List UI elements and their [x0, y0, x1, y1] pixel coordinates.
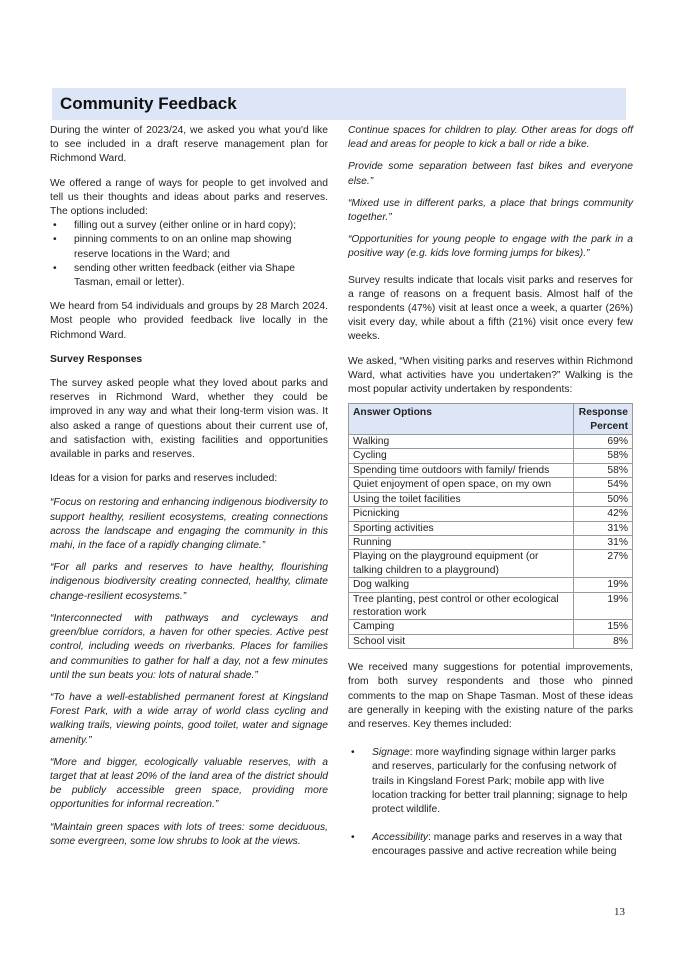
percent-cell: 27% [574, 550, 633, 578]
answer-cell: School visit [349, 634, 574, 648]
list-item: • pinning comments to on an online map showing reserve locations in the Ward; and [50, 233, 328, 261]
page-number: 13 [614, 906, 625, 918]
survey-heading: Survey Responses [50, 353, 143, 365]
vision-quote: “Interconnected with pathways and cycleways and green/blue corridors, a haven for other species. Active pest control, including weeds on riverbanks. Places for families and communities to gather for half a day, not a few minutes until the sun beats you: lots of natural shade.” [50, 612, 328, 681]
theme-text: : more wayfinding signage within larger parks and reserves, particularly for the confusing network of trails in Kingsland Forest Park; mobile app with live location tracking for better trail planning; signage to help protect wildlife. [372, 747, 628, 815]
themes-list [348, 746, 633, 859]
theme-label: Signage [372, 747, 410, 759]
answer-cell: Quiet enjoyment of open space, on my own [349, 478, 574, 492]
percent-cell: 15% [574, 620, 633, 634]
theme-label: Accessibility [372, 832, 429, 844]
vision-quote: “Focus on restoring and enhancing indigenous biodiversity to support healthy, resilient ecosystems, creating connections across the landscape and engaging the community in this mahi, in the face of a rapidly changing climate.” [50, 497, 328, 552]
percent-cell: 19% [574, 592, 633, 620]
answer-cell: Dog walking [349, 578, 574, 592]
table-row [349, 521, 633, 535]
vision-quote: Provide some separation between fast bikes and everyone else.” [348, 161, 633, 187]
percent-cell: 58% [574, 463, 633, 477]
list-item [348, 746, 633, 817]
answer-cell: Walking [349, 435, 574, 449]
column-header-percent: Response Percent [574, 404, 633, 435]
answer-cell: Running [349, 535, 574, 549]
options-list [50, 219, 328, 290]
table-row [349, 507, 633, 521]
vision-quote: “More and bigger, ecologically valuable reserves, with a target that at least 20% of the land area of the district should be publicly accessible green space, providing more opportunities for informal recreation.” [50, 756, 328, 811]
vision-quote: “Opportunities for young people to engage with the park in a positive way (e.g. kids love forming jumps for bikes).” [348, 234, 633, 260]
table-row [349, 478, 633, 492]
left-column [50, 124, 328, 857]
table-row [349, 535, 633, 549]
vision-quote: “Mixed use in different parks, a place that brings community together.” [348, 197, 633, 224]
page-title: Community Feedback [60, 94, 237, 113]
table-row [349, 435, 633, 449]
list-item [348, 831, 633, 859]
answer-cell: Cycling [349, 449, 574, 463]
percent-cell: 19% [574, 578, 633, 592]
answer-cell: Camping [349, 620, 574, 634]
section-header [52, 88, 626, 120]
answer-cell: Tree planting, pest control or other ecological restoration work [349, 592, 574, 620]
percent-cell: 8% [574, 634, 633, 648]
answer-cell: Sporting activities [349, 521, 574, 535]
answer-cell: Spending time outdoors with family/ friends [349, 463, 574, 477]
options-intro: We offered a range of ways for people to get involved and tell us their thoughts and ideas about parks and reserves. The options included: [50, 177, 328, 218]
activities-question: We asked, “When visiting parks and reserves within Richmond Ward, what activities have you undertaken?” Walking is the most popular activity undertaken by respondents: [348, 355, 633, 396]
vision-intro: Ideas for a vision for parks and reserves included: [50, 473, 278, 485]
table-row [349, 620, 633, 634]
percent-cell: 42% [574, 507, 633, 521]
vision-quote: “To have a well-established permanent forest at Kingsland Forest Park, with a wide array of world class cycling and walking trails, viewing points, good toilet, water and signage amenity.” [50, 691, 328, 746]
table-row [349, 634, 633, 648]
percent-cell: 31% [574, 535, 633, 549]
vision-quote: “For all parks and reserves to have healthy, flourishing indigenous biodiversity creating connected, healthy, climate change-resilient ecosystems.” [50, 562, 328, 602]
participation-paragraph: We heard from 54 individuals and groups by 28 March 2024. Most people who provided feedback live locally in the Richmond Ward. [50, 301, 328, 341]
activities-table [348, 403, 633, 649]
percent-cell: 69% [574, 435, 633, 449]
percent-cell: 58% [574, 449, 633, 463]
table-header-row [349, 404, 633, 435]
list-item: • filling out a survey (either online or in hard copy); [50, 219, 328, 233]
percent-cell: 50% [574, 492, 633, 506]
table-row [349, 550, 633, 578]
vision-quote: Continue spaces for children to play. Other areas for dogs off lead and areas for people to kick a ball or ride a bike. [348, 125, 633, 151]
answer-cell: Playing on the playground equipment (or talking children to a playground) [349, 550, 574, 578]
survey-paragraph: The survey asked people what they loved about parks and reserves in Richmond Ward, whether they could be improved in any way and what their long-term vision was. It also asked a range of questions about their current use of, and satisfaction with, existing facilities and opportunities available in parks and reserves. [50, 378, 328, 461]
answer-cell: Picnicking [349, 507, 574, 521]
vision-quote: “Maintain green spaces with lots of trees: some deciduous, some evergreen, some low shrubs to look at the views. [50, 821, 328, 847]
theme-text: : manage parks and reserves in a way that encourages passive and active recreation while being [372, 832, 623, 858]
suggestions-paragraph: We received many suggestions for potential improvements, from both survey respondents and those who pinned comments to the map on Shape Tasman. Most of these ideas are generally in keeping with the existing nature of the parks and reserves. Key themes included: [348, 662, 633, 730]
answer-cell: Using the toilet facilities [349, 492, 574, 506]
percent-cell: 54% [574, 478, 633, 492]
table-row [349, 463, 633, 477]
right-column [348, 124, 633, 874]
frequency-paragraph: Survey results indicate that locals visit parks and reserves for a range of reasons on a frequent basis. Almost half of the respondents (47%) visit at least once a week, a quarter (26%) visit every day, while about a fifth (21%) visit once every few weeks. [348, 274, 633, 343]
table-row [349, 592, 633, 620]
intro-paragraph: During the winter of 2023/24, we asked you what you'd like to see included in a draft reserve management plan for Richmond Ward. [50, 125, 328, 165]
table-row [349, 578, 633, 592]
column-header-answer: Answer Options [349, 404, 574, 435]
table-row [349, 492, 633, 506]
percent-cell: 31% [574, 521, 633, 535]
table-row [349, 449, 633, 463]
list-item: • sending other written feedback (either via Shape Tasman, email or letter). [50, 262, 328, 290]
